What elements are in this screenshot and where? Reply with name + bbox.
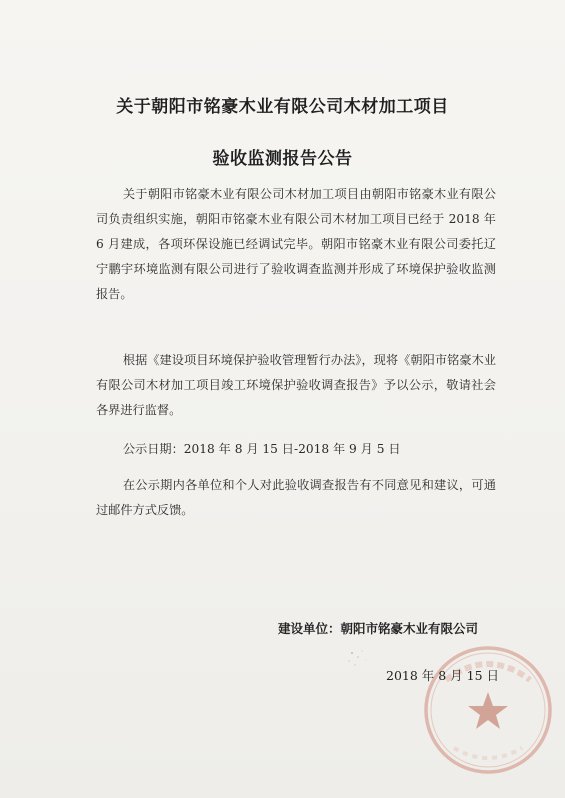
star-icon xyxy=(468,692,508,729)
signature-unit: 建设单位：朝阳市铭豪木业有限公司 xyxy=(278,621,479,636)
document-title-line1: 关于朝阳市铭豪木业有限公司木材加工项目 xyxy=(116,97,449,117)
paragraph-publicity: 根据《建设项目环境保护验收管理暂行办法》，现将《朝阳市铭豪木业有限公司木材加工项目竣工环境保护验收调查报告》予以公示，敬请社会各界进行监督。 xyxy=(96,353,496,417)
signature-date: 2018 年 8 月 15 日 xyxy=(386,668,500,683)
paragraph-feedback: 在公示期内各单位和个人对此验收调查报告有不同意见和建议，可通过邮件方式反馈。 xyxy=(96,478,496,517)
paragraph-intro: 关于朝阳市铭豪木业有限公司木材加工项目由朝阳市铭豪木业有限公司负责组织实施，朝阳市铭豪木业有限公司木材加工项目已经于 2018 年 6 月建成，各项环保设施已经调试完毕。朝阳市铭豪木业有限公司委托辽宁鹏宇环境监测有限公司进行了验收调查监测并形成了环境保护验收监测报告。 xyxy=(96,187,496,301)
paper-specks xyxy=(340,645,380,675)
paragraph-publicity-date: 公示日期：2018 年 8 月 15 日-2018 年 9 月 5 日 xyxy=(122,442,401,456)
official-seal xyxy=(418,640,558,780)
document-title-line2: 验收监测报告公告 xyxy=(212,149,353,169)
